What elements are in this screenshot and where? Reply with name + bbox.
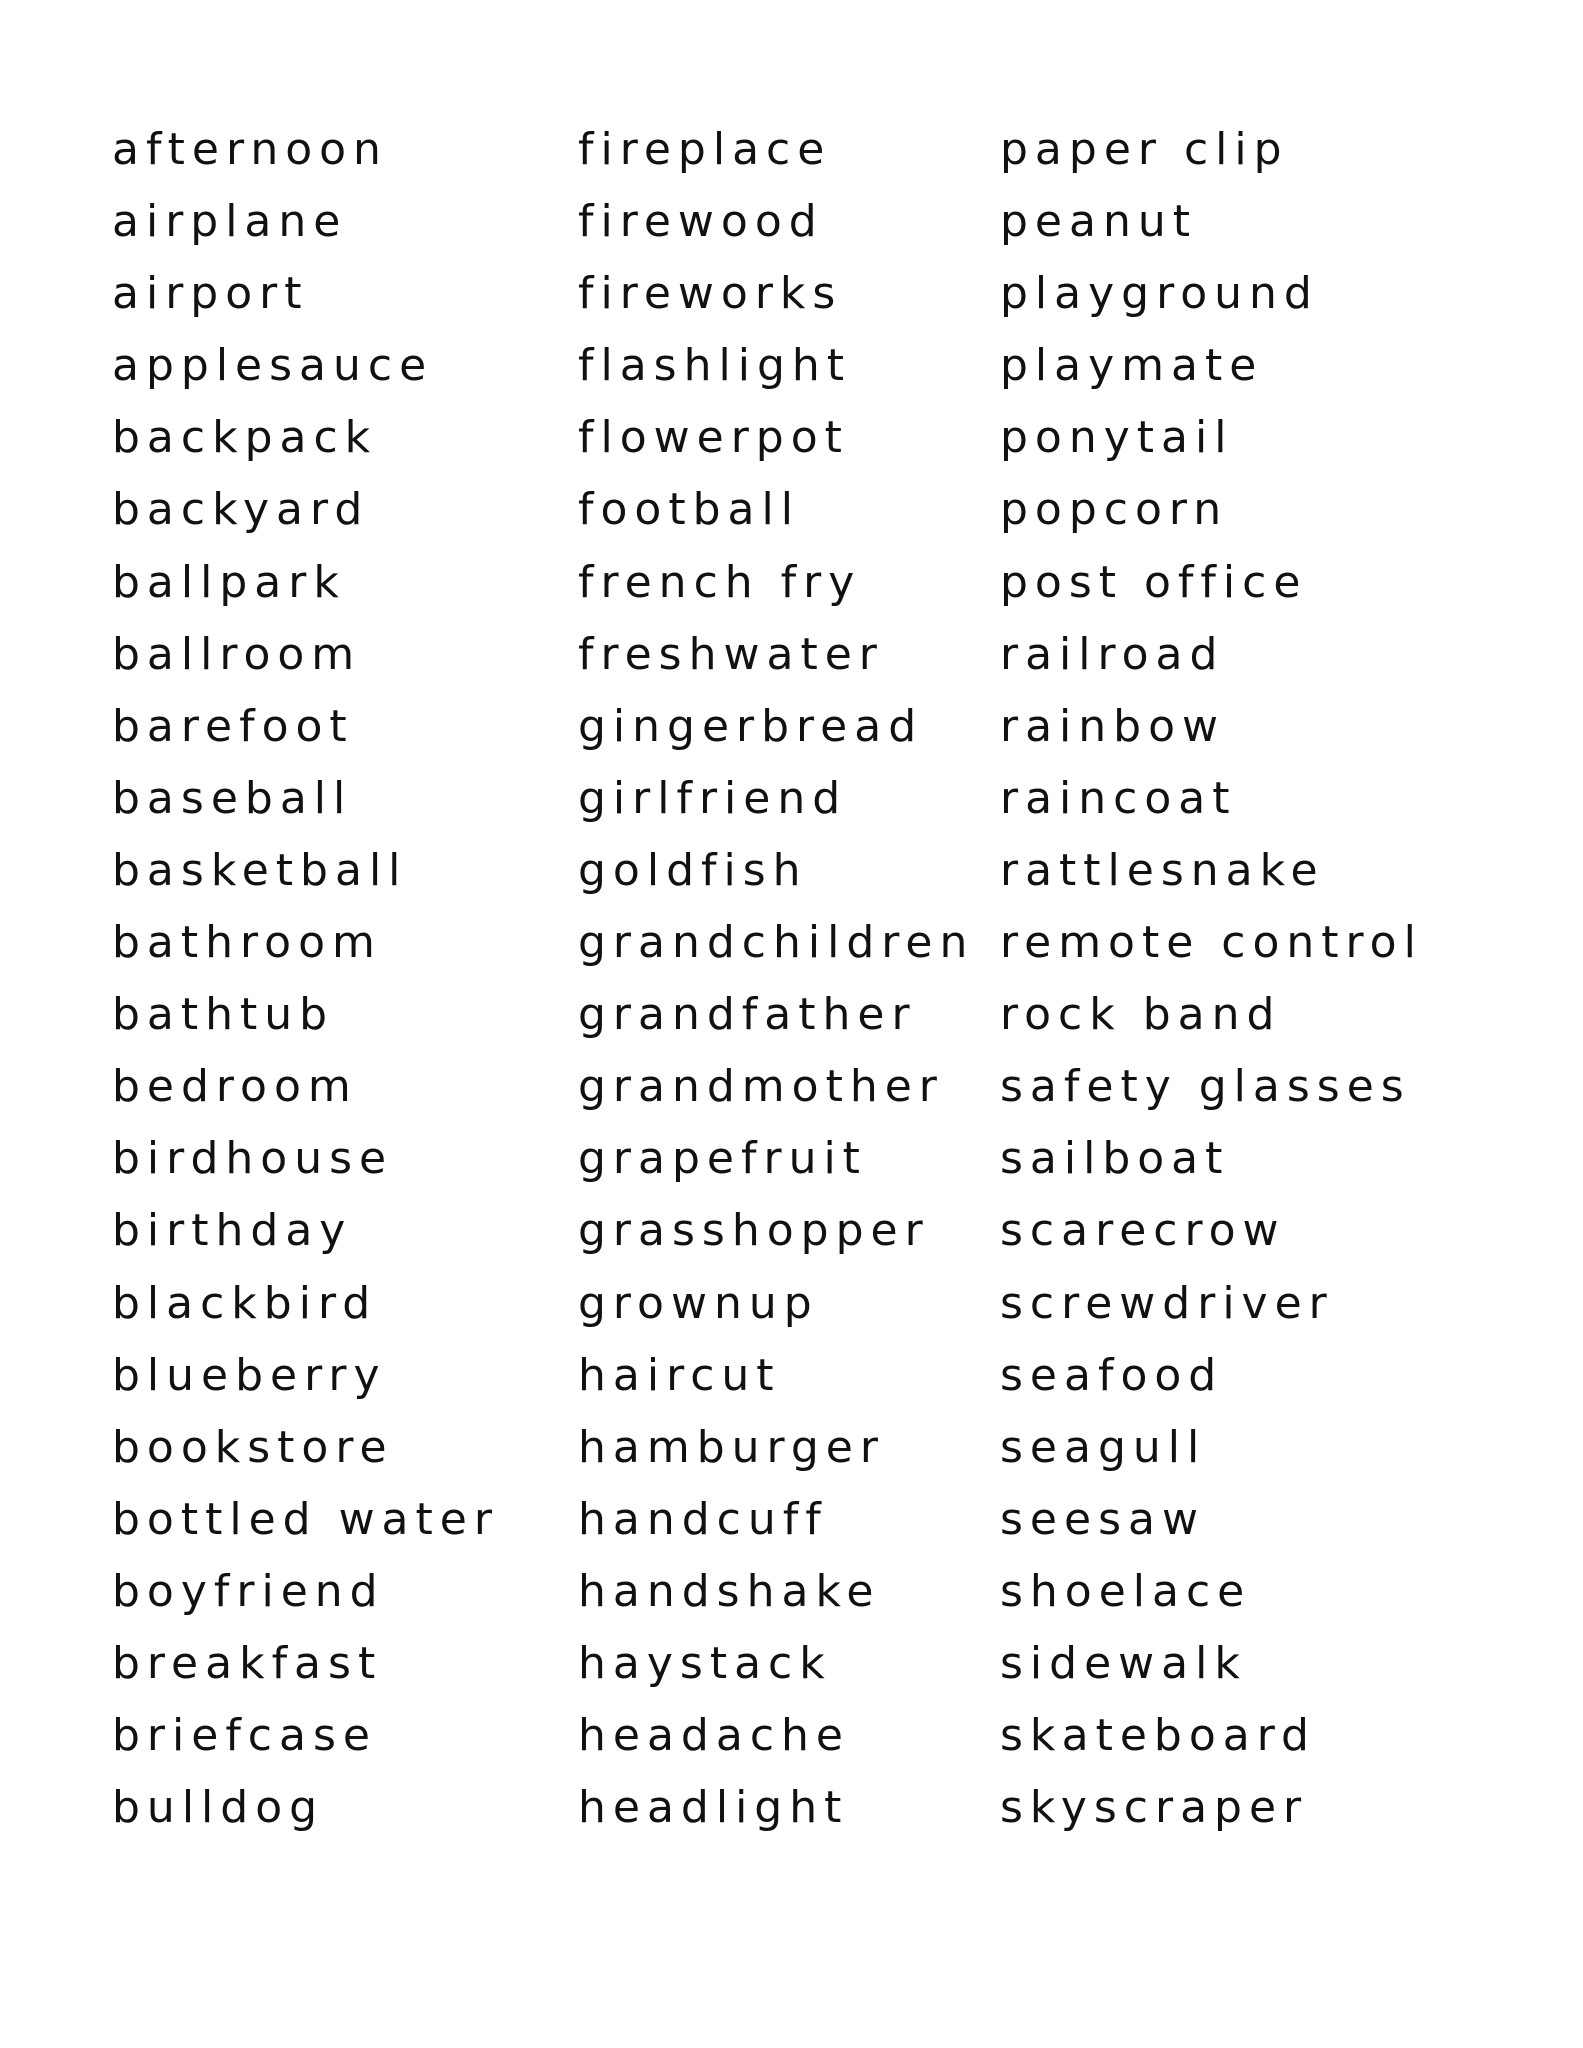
- word-item: basketball: [112, 844, 408, 896]
- word-item: haystack: [578, 1637, 832, 1689]
- word-item: railroad: [1000, 628, 1225, 680]
- word-item: shoelace: [1000, 1565, 1252, 1617]
- word-item: bottled water: [112, 1493, 499, 1545]
- word-item: french fry: [578, 556, 862, 608]
- word-item: grandchildren: [578, 917, 975, 969]
- word-item: popcorn: [1000, 484, 1229, 536]
- word-item: birdhouse: [112, 1133, 394, 1185]
- word-item: airplane: [112, 196, 348, 248]
- word-item: bathtub: [112, 989, 335, 1041]
- word-item: screwdriver: [1000, 1277, 1334, 1329]
- word-item: skyscraper: [1000, 1782, 1309, 1834]
- word-item: seagull: [1000, 1421, 1207, 1473]
- word-item: headache: [578, 1710, 850, 1762]
- word-item: afternoon: [112, 124, 388, 175]
- word-item: boyfriend: [112, 1565, 385, 1617]
- word-item: scarecrow: [1000, 1205, 1286, 1257]
- word-item: airport: [112, 268, 309, 320]
- word-item: girlfriend: [578, 772, 848, 824]
- word-item: ponytail: [1000, 412, 1234, 464]
- word-item: rock band: [1000, 989, 1282, 1041]
- word-item: sailboat: [1000, 1133, 1230, 1185]
- word-item: birthday: [112, 1205, 353, 1257]
- word-item: firewood: [578, 196, 824, 248]
- word-item: headlight: [578, 1782, 849, 1834]
- word-item: bedroom: [112, 1061, 358, 1113]
- word-item: paper clip: [1000, 124, 1289, 175]
- word-item: grownup: [578, 1277, 819, 1329]
- word-item: bathroom: [112, 917, 382, 969]
- word-item: blueberry: [112, 1349, 387, 1401]
- word-column-1: [112, 114, 499, 1844]
- word-item: playground: [1000, 268, 1319, 320]
- word-item: baseball: [112, 772, 353, 824]
- word-item: grapefruit: [578, 1133, 867, 1185]
- word-item: football: [578, 484, 800, 536]
- word-item: fireworks: [578, 268, 843, 320]
- word-item: seesaw: [1000, 1493, 1205, 1545]
- word-item: rainbow: [1000, 700, 1225, 752]
- word-item: backpack: [112, 412, 378, 464]
- word-item: applesauce: [112, 340, 434, 392]
- word-item: fireplace: [578, 124, 832, 175]
- word-item: haircut: [578, 1349, 781, 1401]
- word-item: backyard: [112, 484, 370, 536]
- word-item: grandfather: [578, 989, 917, 1041]
- word-item: breakfast: [112, 1637, 383, 1689]
- word-item: post office: [1000, 556, 1308, 608]
- word-item: rattlesnake: [1000, 844, 1325, 896]
- word-item: blackbird: [112, 1277, 378, 1329]
- word-item: grasshopper: [578, 1205, 930, 1257]
- word-item: hamburger: [578, 1421, 885, 1473]
- word-item: playmate: [1000, 340, 1264, 392]
- word-item: bookstore: [112, 1421, 394, 1473]
- word-item: gingerbread: [578, 700, 924, 752]
- word-item: barefoot: [112, 700, 354, 752]
- word-column-2: [578, 114, 974, 1844]
- word-item: briefcase: [112, 1710, 377, 1762]
- word-item: handshake: [578, 1565, 881, 1617]
- word-item: peanut: [1000, 196, 1197, 248]
- word-item: handcuff: [578, 1493, 828, 1545]
- word-item: ballpark: [112, 556, 346, 608]
- word-item: flashlight: [578, 340, 852, 392]
- word-column-3: [1000, 114, 1423, 1844]
- word-item: safety glasses: [1000, 1061, 1411, 1113]
- word-item: grandmother: [578, 1061, 944, 1113]
- word-item: raincoat: [1000, 772, 1237, 824]
- word-item: flowerpot: [578, 412, 849, 464]
- word-item: bulldog: [112, 1782, 325, 1834]
- word-item: skateboard: [1000, 1710, 1316, 1762]
- word-item: sidewalk: [1000, 1637, 1247, 1689]
- word-item: seafood: [1000, 1349, 1224, 1401]
- word-item: freshwater: [578, 628, 884, 680]
- word-item: goldfish: [578, 844, 808, 896]
- word-item: ballroom: [112, 628, 362, 680]
- word-item: remote control: [1000, 917, 1423, 969]
